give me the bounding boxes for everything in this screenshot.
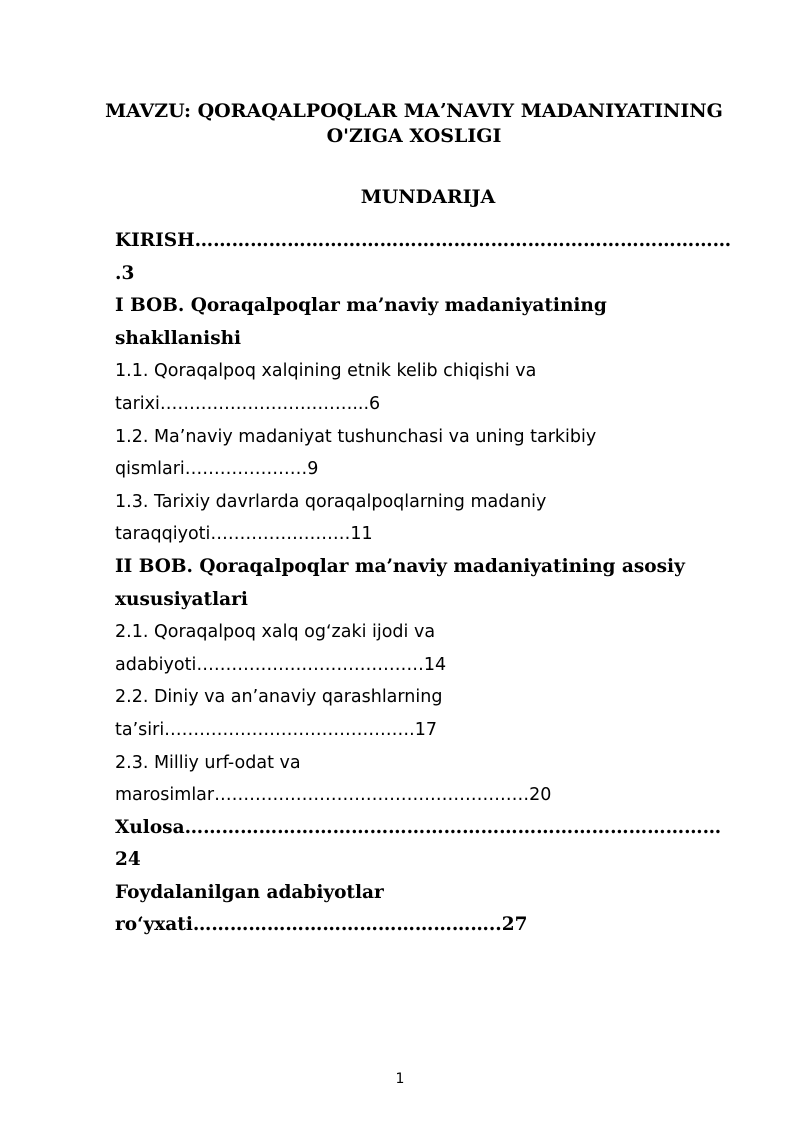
toc-line: marosimlar………………………………………………20 [115, 785, 552, 806]
toc-line: xususiyatlari [115, 588, 248, 610]
toc-line: taraqqiyoti……………………11 [115, 524, 373, 545]
toc-line: ta’siri…………………………………….17 [115, 719, 438, 740]
toc-line: roʻyxati…………………………………………..27 [115, 914, 528, 936]
toc-line: 1.2. Ma’naviy madaniyat tushunchasi va uning tarkibiy [115, 426, 597, 447]
toc-line: qismlari…………………9 [115, 459, 319, 480]
toc-heading: MUNDARIJA [360, 186, 496, 208]
document-title [80, 99, 748, 149]
toc-line: adabiyoti…………………………………14 [115, 654, 447, 675]
toc-line: 1.1. Qoraqalpoq xalqining etnik kelib chiqishi va [115, 361, 537, 382]
title-line-1: MAVZU: QORAQALPOQLAR MAʼNAVIY MADANIYATINING [105, 100, 723, 122]
toc-line: I BOB. Qoraqalpoqlar ma’naviy madaniyatining [115, 295, 607, 317]
toc-line: KIRISH…………………………………………………………………………… [115, 230, 732, 251]
toc-line: tarixi……………………………...6 [115, 393, 381, 414]
toc-line: shakllanishi [115, 327, 242, 349]
page-number: 1 [395, 1071, 405, 1087]
toc-line: 1.3. Tarixiy davrlarda qoraqalpoqlarning madaniy [115, 491, 547, 512]
toc-line: Foydalanilgan adabiyotlar [115, 881, 384, 903]
toc-line: 24 [115, 849, 141, 871]
toc-line: Xulosa…………………………………………………………………………… [115, 816, 722, 838]
toc-line: II BOB. Qoraqalpoqlar ma’naviy madaniyatining asosiy [115, 555, 685, 577]
toc-line: 2.1. Qoraqalpoq xalq ogʻzaki ijodi va [115, 622, 436, 643]
toc-line: .3 [115, 262, 135, 284]
toc-line: 2.2. Diniy va an’anaviy qarashlarning [115, 687, 443, 708]
table-of-contents [115, 225, 745, 942]
title-line-2: O'ZIGA XOSLIGI [326, 125, 502, 147]
toc-line: 2.3. Milliy urf-odat va [115, 752, 301, 773]
